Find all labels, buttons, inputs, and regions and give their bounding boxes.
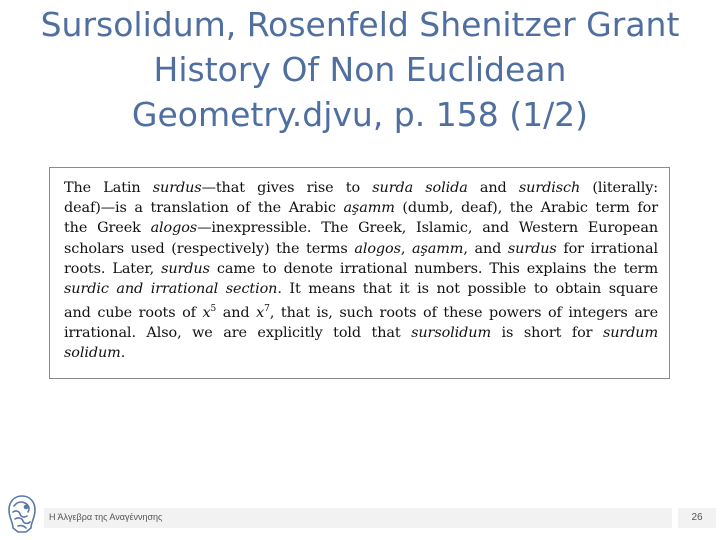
title-line-2: History Of Non Euclidean — [153, 50, 567, 89]
excerpt-line-4 — [64, 239, 658, 259]
excerpt-line-3 — [64, 218, 658, 238]
superscript: 7 — [264, 304, 270, 315]
text-run-italic: alogos — [354, 240, 401, 257]
text-run-italic: aşamm — [343, 200, 395, 217]
text-run-italic: surda solida — [372, 180, 468, 196]
footer-bar — [44, 508, 672, 528]
text-run: —that gives rise to — [201, 180, 373, 196]
slide-title — [20, 2, 700, 137]
text-run-italic: surdic and irrational section — [64, 281, 278, 298]
text-run-italic: alogos — [150, 220, 198, 237]
excerpt-line-9 — [64, 343, 658, 363]
excerpt-line-7 — [64, 299, 658, 323]
excerpt-line-8 — [64, 323, 658, 343]
text-run-italic: surdus — [507, 240, 557, 257]
text-run: and — [467, 180, 519, 196]
text-run: is short for — [491, 325, 603, 342]
text-run: for irrational — [556, 240, 659, 257]
footer-course-title: Η Άλγεβρα της Αναγέννησης — [49, 512, 163, 522]
text-run: , that is, such roots of these powers of integers are — [269, 305, 658, 322]
text-run: The Latin — [64, 180, 153, 196]
text-run-italic: aşamm — [412, 240, 464, 257]
text-run-italic: x — [202, 305, 211, 322]
excerpt-text — [64, 178, 658, 364]
text-run: —inexpressible. The Greek, Islamic, and Western European — [197, 220, 658, 237]
text-run: (literally: — [580, 180, 658, 196]
text-run: (dumb, deaf), the Arabic term for — [394, 200, 658, 217]
excerpt-line-1 — [64, 178, 658, 198]
superscript: 5 — [210, 304, 217, 315]
excerpt-line-5 — [64, 259, 658, 279]
text-run: roots. Later, — [64, 260, 162, 277]
page-number-box — [678, 508, 716, 528]
text-run: , — [400, 240, 413, 257]
excerpt-line-2 — [64, 198, 658, 218]
text-run: came to denote irrational numbers. This explains the term — [209, 260, 658, 277]
text-run: scholars used (respectively) the terms — [64, 240, 355, 257]
scanned-excerpt-image — [49, 167, 670, 379]
text-run: the Greek — [64, 220, 151, 237]
text-run: . It means that it is not possible to obtain square — [277, 281, 658, 298]
title-line-3: Geometry.djvu, p. 158 (1/2) — [131, 95, 589, 134]
excerpt-line-6 — [64, 279, 658, 299]
text-run: and — [216, 305, 257, 322]
text-run: irrational. Also, we are explicitly told that — [64, 325, 412, 342]
text-run: deaf)—is a translation of the Arabic — [64, 200, 344, 217]
university-logo-icon — [4, 492, 40, 536]
text-run-italic: surdus — [161, 260, 210, 277]
text-run-italic: sursolidum — [411, 325, 492, 342]
text-run-italic: surdum — [602, 325, 658, 342]
text-run: and cube roots of — [64, 305, 203, 322]
text-run-italic: x — [256, 305, 265, 322]
text-run-italic: solidum — [64, 345, 121, 362]
text-run: . — [120, 345, 126, 362]
text-run: , and — [463, 240, 508, 257]
title-line-1: Sursolidum, Rosenfeld Shenitzer Grant — [40, 5, 680, 44]
page-number: 26 — [691, 512, 703, 523]
text-run-italic: surdus — [152, 180, 202, 196]
text-run-italic: surdisch — [518, 180, 581, 196]
